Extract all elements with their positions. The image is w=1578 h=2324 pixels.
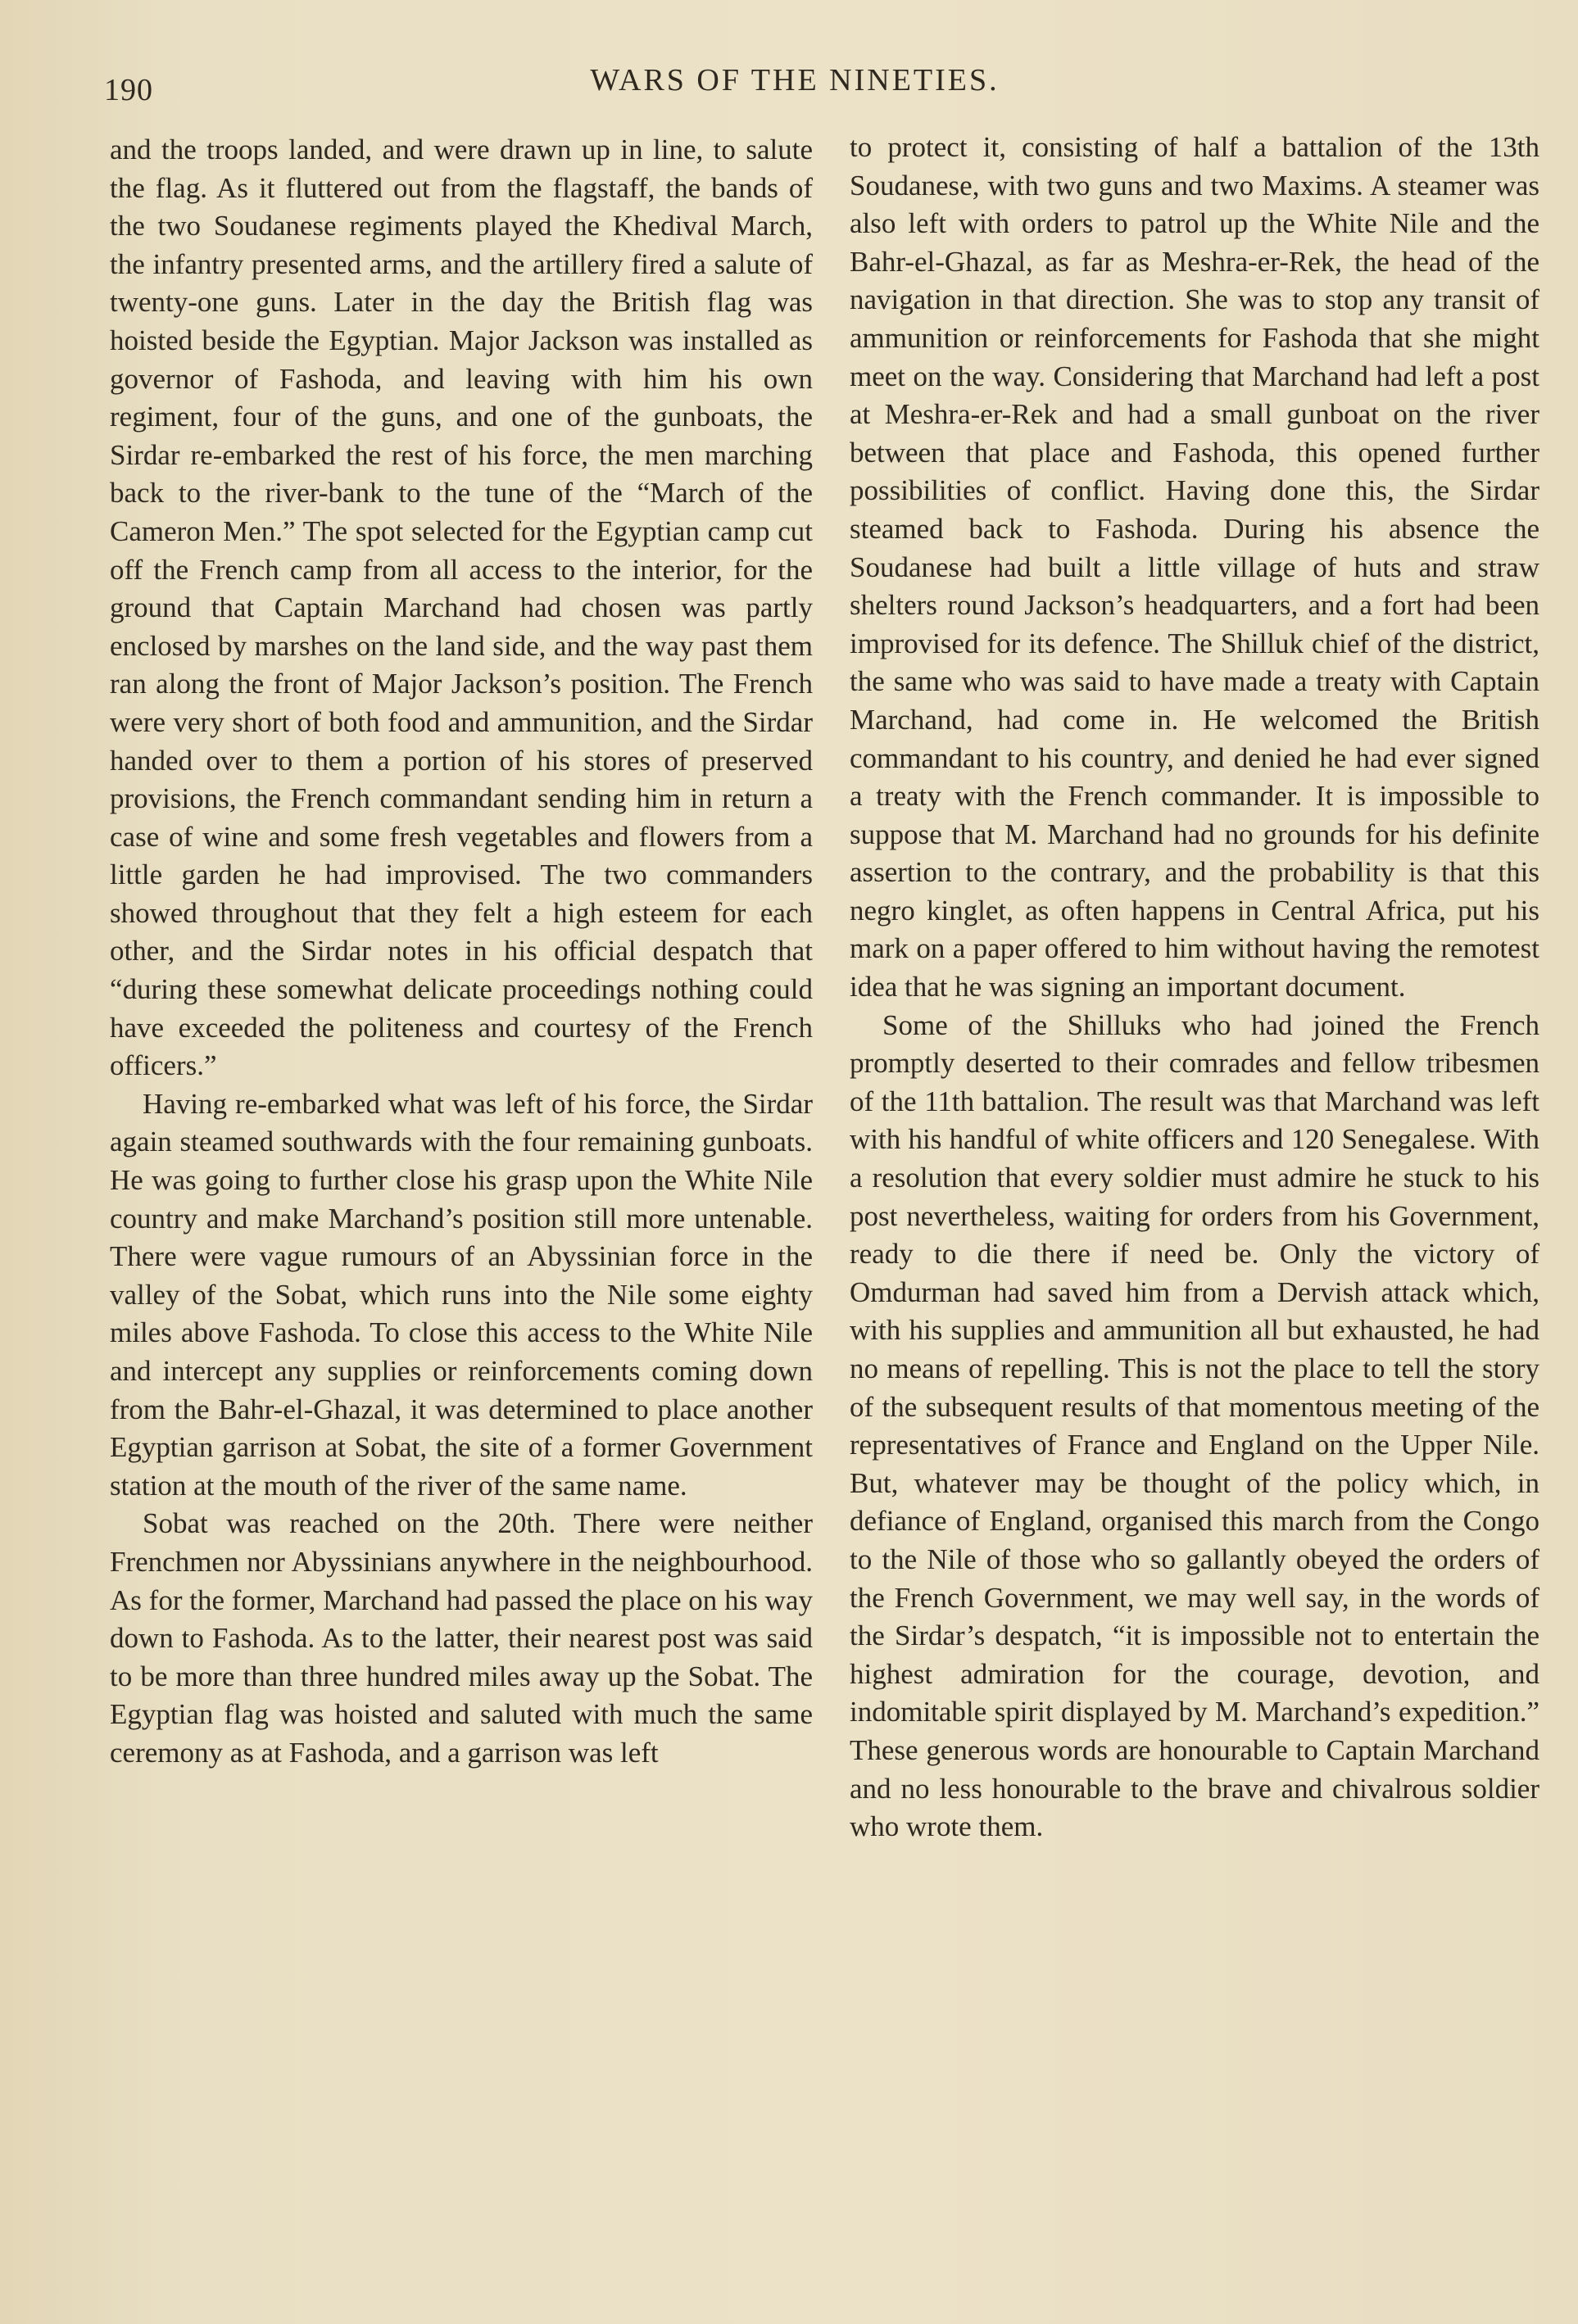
paragraph: Some of the Shilluks who had joined the French promptly deserted to their comrades and fellow tribesmen of the 11th battalion. The result was that Marchand was left with his handful of white officers and 120 Senegalese. With a resolution that every soldier must admire he stuck to his post nevertheless, waiting for orders from his Government, ready to die there if need be. Only the victory of Omdurman had saved him from a Dervish attack which, with his supplies and ammunition all but exhausted, he had no means of repelling. This is not the place to tell the story of the subsequent results of that momentous meeting of the representatives of France and England on the Upper Nile. But, whatever may be thought of the policy which, in defiance of England, organised this march from the Congo to the Nile of those who so gallantly obeyed the orders of the French Government, we may well say, in the words of the Sirdar’s despatch, “it is impossible not to entertain the highest admiration for the courage, devotion, and indomitable spirit displayed by M. Marchand’s expedition.” These generous words are honourable to Captain Marchand and no less honourable to the brave and chivalrous soldier who wrote them. [850,1008,1539,1843]
paragraph: Having re-embarked what was left of his force, the Sirdar again steamed southwards with the four remaining gunboats. He was going to further close his grasp upon the White Nile country and make Marchand’s position still more untenable. There were vague rumours of an Abyssinian force in the valley of the Sobat, which runs into the Nile some eighty miles above Fashoda. To close this access to the White Nile and intercept any supplies or reinforcements coming down from the Bahr-el-Ghazal, it was determined to place another Egyptian garrison at Sobat, the site of a former Government station at the mouth of the river of the same name. [110,1087,813,1502]
page-number: 190 [104,73,153,107]
right-column [850,129,1539,1846]
paragraph: Sobat was reached on the 20th. There were neither Frenchmen nor Abyssinians anywhere in the neighbourhood. As for the former, Marchand had passed the place on his way down to Fashoda. As to the latter, their nearest post was said to be more than three hundred miles away up the Sobat. The Egyptian flag was hoisted and saluted with much the same ceremony as at Fashoda, and a garrison was left [110,1507,813,1769]
left-column [110,131,813,1773]
running-head: WARS OF THE NINETIES. [590,63,1000,97]
paragraph: and the troops landed, and were drawn up in line, to salute the flag. As it fluttered out from the flagstaff, the bands of the two Soudanese regiments played the Khedival March, the infantry presented arms, and the artillery fired a salute of twenty-one guns. Later in the day the British flag was hoisted beside the Egyptian. Major Jackson was installed as governor of Fashoda, and leaving with him his own regiment, four of the guns, and one of the gunboats, the Sirdar re-embarked the rest of his force, the men marching back to the river-bank to the tune of the “March of the Cameron Men.” The spot selected for the Egyptian camp cut off the French camp from all access to the interior, for the ground that Captain Marchand had chosen was partly enclosed by marshes on the land side, and the way past them ran along the front of Major Jackson’s position. The French were very short of both food and ammunition, and the Sirdar handed over to them a portion of his stores of preserved provisions, the French commandant sending him in return a case of wine and some fresh vegetables and flowers from a little garden he had improvised. The two commanders showed throughout that they felt a high esteem for each other, and the Sirdar notes in his official despatch that “during these somewhat delicate proceedings nothing could have exceeded the politeness and courtesy of the French officers.” [110,134,813,1082]
paragraph: to protect it, consisting of half a battalion of the 13th Soudanese, with two guns and two Maxims. A steamer was also left with orders to patrol up the White Nile and the Bahr-el-Ghazal, as far as Meshra-er-Rek, the head of the navigation in that direction. She was to stop any transit of ammunition or reinforcements for Fashoda that she might meet on the way. Considering that Marchand had left a post at Meshra-er-Rek and had a small gunboat on the river between that place and Fashoda, this opened further possibilities of conflict. Having done this, the Sirdar steamed back to Fashoda. During his absence the Soudanese had built a little village of huts and straw shelters round Jackson’s headquarters, and a fort had been improvised for its defence. The Shilluk chief of the district, the same who was said to have made a treaty with Captain Marchand, had come in. He welcomed the British commandant to his country, and denied he had ever signed a treaty with the French commander. It is impossible to suppose that M. Marchand had no grounds for his definite assertion to the contrary, and the probability is that this negro kinglet, as often happens in Central Africa, put his mark on a paper offered to him without having the remotest idea that he was signing an important document. [850,131,1539,1003]
